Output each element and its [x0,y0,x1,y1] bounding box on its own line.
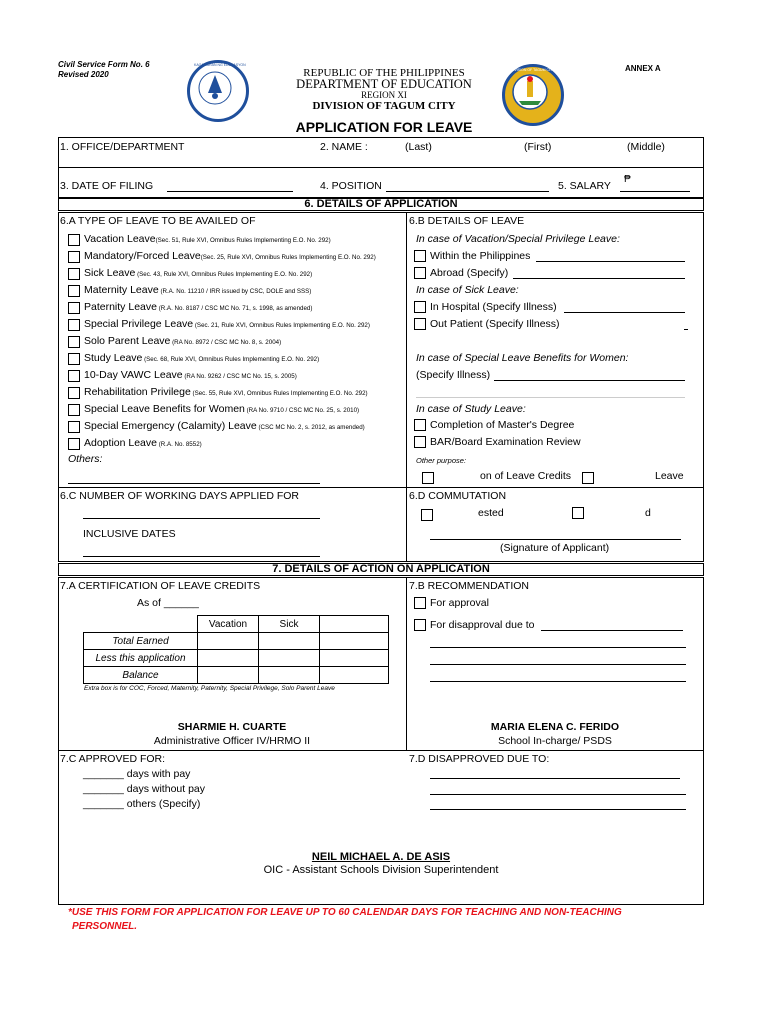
within-philippines-checkbox[interactable] [414,250,426,262]
days-with-pay[interactable]: _______ days with pay [83,768,191,780]
for-approval-checkbox[interactable] [414,597,426,609]
leave-type-item [84,386,368,398]
others-specify[interactable]: _______ others (Specify) [83,798,201,810]
republic-heading: REPUBLIC OF THE PHILIPPINES [303,67,465,79]
leave-credits-table [83,615,389,684]
position-label: 4. POSITION [320,180,382,192]
masters-label: Completion of Master's Degree [430,419,575,431]
leave-type-legal-reference: (R.A. No. 11210 / IRR issued by CSC, DOLE and SSS) [158,288,312,295]
women-case-label: In case of Special Leave Benefits for Women: [416,352,629,364]
monetization-label: on of Leave Credits [480,470,572,482]
not-requested-label: d [645,507,651,519]
credits-cell[interactable] [320,667,389,684]
within-philippines-input[interactable] [536,261,685,262]
out-patient-label: Out Patient (Specify Illness) [430,318,560,330]
section-6b-title: 6.B DETAILS OF LEAVE [409,215,525,227]
recommender-name: MARIA ELENA C. FERIDO [490,721,620,733]
form-title: APPLICATION FOR LEAVE [295,119,473,135]
leave-type-checkbox[interactable] [68,336,80,348]
leave-type-checkbox[interactable] [68,251,80,263]
recommender-title: School In-charge/ PSDS [498,735,612,747]
salary-label: 5. SALARY [558,180,611,192]
in-hospital-checkbox[interactable] [414,301,426,313]
disapproval-reason-line[interactable] [430,647,686,648]
applicant-signature-label: (Signature of Applicant) [500,542,610,554]
days-without-pay[interactable]: _______ days without pay [83,783,206,795]
form-number: Civil Service Form No. 6 [58,60,150,69]
section-6a-title: 6.A TYPE OF LEAVE TO BE AVAILED OF [60,215,256,227]
vacation-column-header: Vacation [198,616,259,633]
terminal-leave-checkbox[interactable] [582,472,594,484]
hrmo-name: SHARMIE H. CUARTE [177,721,287,733]
leave-type-checkbox[interactable] [68,285,80,297]
inclusive-dates-label: INCLUSIVE DATES [83,528,176,540]
specify-illness-label: (Specify Illness) [416,369,491,381]
leave-type-label: Adoption Leave [84,437,157,449]
leave-type-checkbox[interactable] [68,404,80,416]
leave-type-item [84,369,297,381]
in-hospital-input[interactable] [564,312,685,313]
department-heading: DEPARTMENT OF EDUCATION [296,77,472,91]
leave-type-item [84,301,312,313]
leave-type-checkbox[interactable] [68,353,80,365]
leave-type-item [84,437,202,449]
credits-cell[interactable] [320,650,389,667]
region-heading: REGION XI [361,90,407,100]
abroad-input[interactable] [513,278,685,279]
for-disapproval-label: For disapproval due to [430,619,535,631]
leave-type-legal-reference: (RA No. 8972 / CSC MC No. 8, s. 2004) [170,339,282,346]
leave-type-item [84,318,370,330]
specify-illness-input[interactable] [494,380,685,381]
section-6d-title: 6.D COMMUTATION [409,490,507,502]
leave-type-legal-reference: (RA No. 9262 / CSC MC No. 15, s. 2005) [182,373,297,380]
leave-type-label: Mandatory/Forced Leave [84,250,201,262]
for-approval-label: For approval [430,597,489,609]
leave-type-item [84,250,376,262]
credits-cell[interactable] [320,633,389,650]
annex-label: ANNEX A [625,64,661,73]
section-7c-title: 7.C APPROVED FOR: [60,753,166,765]
leave-type-checkbox[interactable] [68,268,80,280]
leave-type-item [84,233,331,245]
in-hospital-label: In Hospital (Specify Illness) [430,301,557,313]
leave-type-label: Special Leave Benefits for Women [84,403,245,415]
leave-type-label: Sick Leave [84,267,136,279]
leave-type-label: Study Leave [84,352,143,364]
masters-checkbox[interactable] [414,419,426,431]
vacation-case-label: In case of Vacation/Special Privilege Leave: [416,233,620,245]
leave-type-legal-reference: (R.A. No. 8552) [156,441,202,448]
within-philippines-label: Within the Philippines [430,250,531,262]
requested-checkbox[interactable] [421,509,433,521]
leave-type-legal-reference: (Sec. 43, Rule XVI, Omnibus Rules Implementing E.O. No. 292) [135,271,313,278]
section-6c-title: 6.C NUMBER OF WORKING DAYS APPLIED FOR [60,490,300,502]
hrmo-title: Administrative Officer IV/HRMO II [153,735,311,747]
applicant-signature-line[interactable] [430,539,681,540]
out-patient-input[interactable] [684,329,688,330]
leave-type-checkbox[interactable] [68,387,80,399]
others-label: Others: [68,453,103,465]
name-field-label: 2. NAME : [320,141,368,153]
section-6-title: 6. DETAILS OF APPLICATION [58,198,704,211]
footer-note-line1: *USE THIS FORM FOR APPLICATION FOR LEAVE UP TO 60 CALENDAR DAYS FOR TEACHING AND NON-TEACHING [68,907,622,918]
section-7d-title: 7.D DISAPPROVED DUE TO: [409,753,550,765]
date-filing-input[interactable] [167,191,293,192]
extra-box-note: Extra box is for COC, Forced, Maternity, Paternity, Special Privilege, Solo Parent Leave [84,685,335,692]
monetization-checkbox[interactable] [422,472,434,484]
out-patient-checkbox[interactable] [414,318,426,330]
division-heading: DIVISION OF TAGUM CITY [312,100,456,112]
office-field-label: 1. OFFICE/DEPARTMENT [60,141,185,153]
leave-type-checkbox[interactable] [68,302,80,314]
credits-cell[interactable] [259,633,320,650]
leave-type-legal-reference: (Sec. 55, Rule XVI, Omnibus Rules Implementing E.O. No. 292) [190,390,368,397]
abroad-label: Abroad (Specify) [430,267,509,279]
credits-cell[interactable] [198,667,259,684]
for-disapproval-checkbox[interactable] [414,619,426,631]
leave-type-label: Paternity Leave [84,301,157,313]
disapproved-reason-line[interactable] [430,809,686,810]
leave-type-checkbox[interactable] [68,421,80,433]
requested-label: ested [478,507,504,519]
abroad-checkbox[interactable] [414,267,426,279]
extra-column-header [320,616,389,633]
inclusive-dates-input[interactable] [83,556,320,557]
leave-type-checkbox[interactable] [68,438,80,450]
leave-type-checkbox[interactable] [68,370,80,382]
leave-type-item [84,352,319,364]
approver-title: OIC - Assistant Schools Division Superintendent [263,864,499,876]
division-seal-logo [502,64,564,126]
leave-type-label: Special Emergency (Calamity) Leave [84,420,257,432]
section-7-title: 7. DETAILS OF ACTION ON APPLICATION [58,563,704,576]
leave-type-checkbox[interactable] [68,319,80,331]
credits-row-label: Less this application [84,650,198,667]
leave-type-label: Rehabilitation Privilege [84,386,191,398]
credits-cell[interactable] [259,650,320,667]
division-seal-label: DIVISION OF TAGUM CITY [511,68,555,72]
leave-type-legal-reference: (RA No. 9710 / CSC MC No. 25, s. 2010) [244,407,360,414]
disapproval-reason-input[interactable] [541,630,683,631]
middle-name-label: (Middle) [627,141,665,153]
last-name-label: (Last) [405,141,432,153]
leave-type-label: Vacation Leave [84,233,156,245]
working-days-input[interactable] [83,518,320,519]
date-filing-label: 3. DATE OF FILING [60,180,154,192]
leave-type-checkbox[interactable] [68,234,80,246]
bar-review-label: BAR/Board Examination Review [430,436,581,448]
disapproval-reason-line[interactable] [430,664,686,665]
disapproval-reason-line[interactable] [430,681,686,682]
leave-type-label: 10-Day VAWC Leave [84,369,183,381]
leave-type-legal-reference: (Sec. 51, Rule XVI, Omnibus Rules Implementing E.O. No. 292) [155,237,331,244]
terminal-leave-label: Leave [655,470,684,482]
study-case-label: In case of Study Leave: [416,403,526,415]
salary-input[interactable] [620,191,690,192]
leave-type-label: Maternity Leave [84,284,159,296]
leave-type-label: Solo Parent Leave [84,335,171,347]
credits-row-label: Total Earned [84,633,198,650]
leave-type-item [84,284,311,296]
credits-row-label: Balance [84,667,198,684]
sick-case-label: In case of Sick Leave: [416,284,519,296]
leave-type-item [84,420,365,432]
section-7b-title: 7.B RECOMMENDATION [409,580,529,592]
form-revised: Revised 2020 [58,70,109,79]
leave-type-item [84,335,281,347]
leave-type-item [84,267,312,279]
disapproved-reason-line[interactable] [430,794,686,795]
credits-cell[interactable] [259,667,320,684]
not-requested-checkbox[interactable] [572,507,584,519]
leave-type-item [84,403,359,415]
leave-type-legal-reference: (Sec. 25, Rule XVI, Omnibus Rules Implementing E.O. No. 292) [200,254,376,261]
as-of-label: As of ______ [137,597,199,609]
approver-name: NEIL MICHAEL A. DE ASIS [311,851,451,863]
leave-type-label: Special Privilege Leave [84,318,194,330]
deped-seal-label: KAGAWARAN NG EDUKASYON [194,63,246,67]
footer-note-line2: PERSONNEL. [72,921,138,932]
leave-type-legal-reference: (R.A. No. 8187 / CSC MC No. 71, s. 1998, as amended) [156,305,313,312]
section-7a-title: 7.A CERTIFICATION OF LEAVE CREDITS [60,580,261,592]
others-input[interactable] [68,483,320,484]
credits-cell[interactable] [198,650,259,667]
leave-type-legal-reference: (CSC MC No. 2, s. 2012, as amended) [256,424,365,431]
credits-cell[interactable] [198,633,259,650]
leave-type-legal-reference: (Sec. 68, Rule XVI, Omnibus Rules Implementing E.O. No. 292) [142,356,320,363]
disapproved-reason-line[interactable] [430,778,680,779]
position-input[interactable] [386,191,549,192]
sick-column-header: Sick [259,616,320,633]
peso-sign: ₱ [624,174,631,185]
other-purpose-label: Other purpose: [416,456,467,465]
leave-type-legal-reference: (Sec. 21, Rule XVI, Omnibus Rules Implementing E.O. No. 292) [193,322,370,329]
first-name-label: (First) [524,141,552,153]
bar-review-checkbox[interactable] [414,436,426,448]
